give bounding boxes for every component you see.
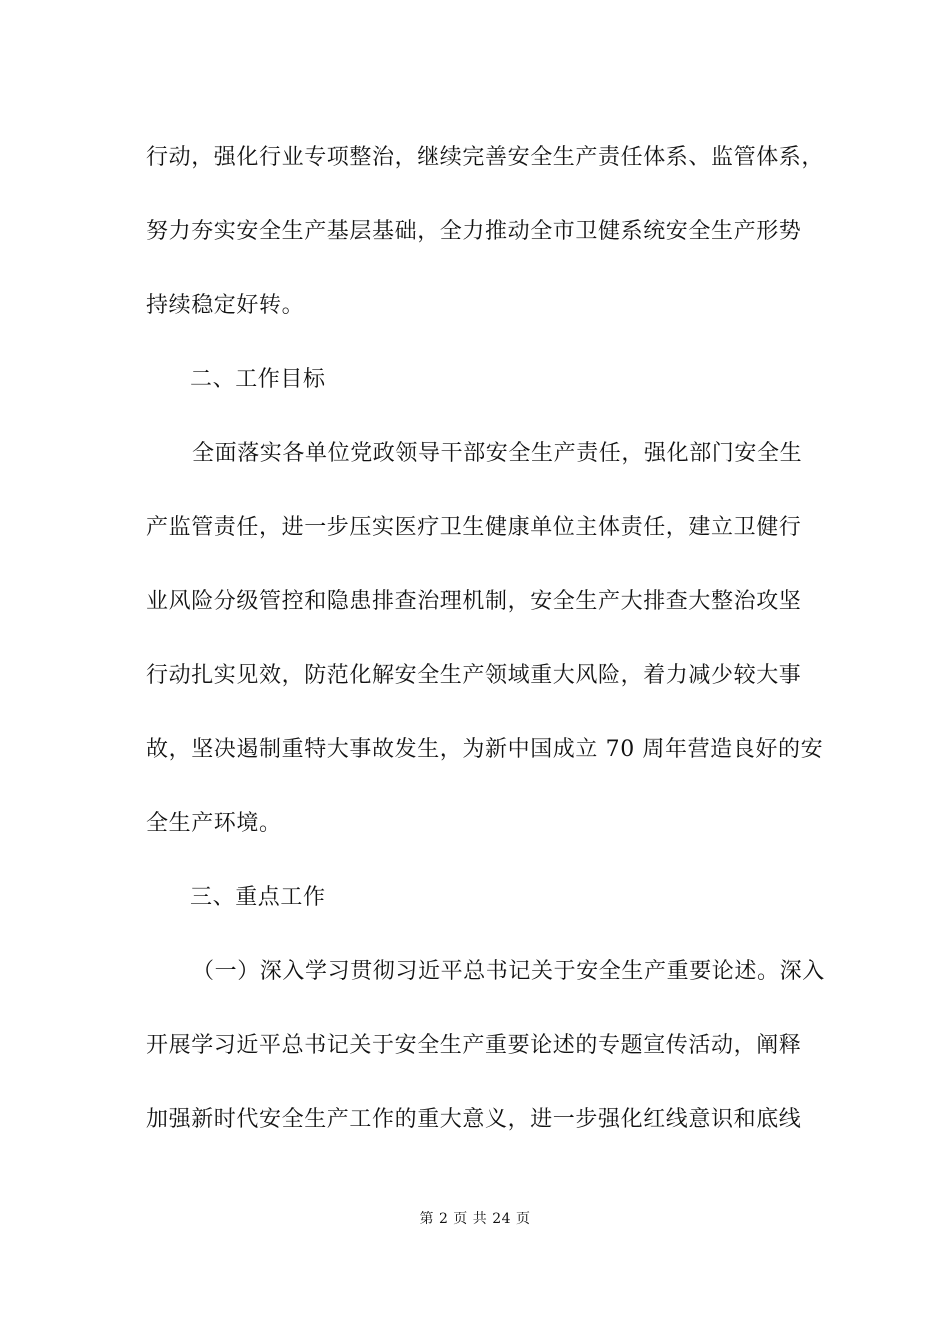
- subsection-heading: （一）深入学习贯彻习近平总书记关于安全生产重要论述。深入: [192, 959, 825, 984]
- text-line: 业风险分级管控和隐患排查治理机制，安全生产大排查大整治攻坚: [146, 589, 802, 614]
- section-heading-goals: 二、工作目标: [190, 367, 326, 392]
- document-body: [146, 136, 826, 1172]
- page-number-label: 第 2 页 共 24 页: [419, 1211, 531, 1227]
- text-line: 加强新时代安全生产工作的重大意义，进一步强化红线意识和底线: [146, 1107, 802, 1132]
- text-line: 全面落实各单位党政领导干部安全生产责任，强化部门安全生: [192, 441, 803, 466]
- text-line: 全生产环境。: [146, 811, 282, 836]
- text-line: 努力夯实安全生产基层基础，全力推动全市卫健系统安全生产形势: [146, 219, 802, 244]
- page-footer: [0, 1208, 950, 1228]
- text-line: 产监管责任，进一步压实医疗卫生健康单位主体责任，建立卫健行: [146, 515, 802, 540]
- text-line: 持续稳定好转。: [146, 293, 305, 318]
- text-line: 故，坚决遏制重特大事故发生，为新中国成立 70 周年营造良好的安: [146, 737, 824, 762]
- text-line: 行动，强化行业专项整治，继续完善安全生产责任体系、监管体系，: [146, 145, 825, 170]
- text-line: 开展学习近平总书记关于安全生产重要论述的专题宣传活动，阐释: [146, 1033, 802, 1058]
- text-line: 行动扎实见效，防范化解安全生产领域重大风险，着力减少较大事: [146, 663, 802, 688]
- section-heading-key-work: 三、重点工作: [190, 885, 326, 910]
